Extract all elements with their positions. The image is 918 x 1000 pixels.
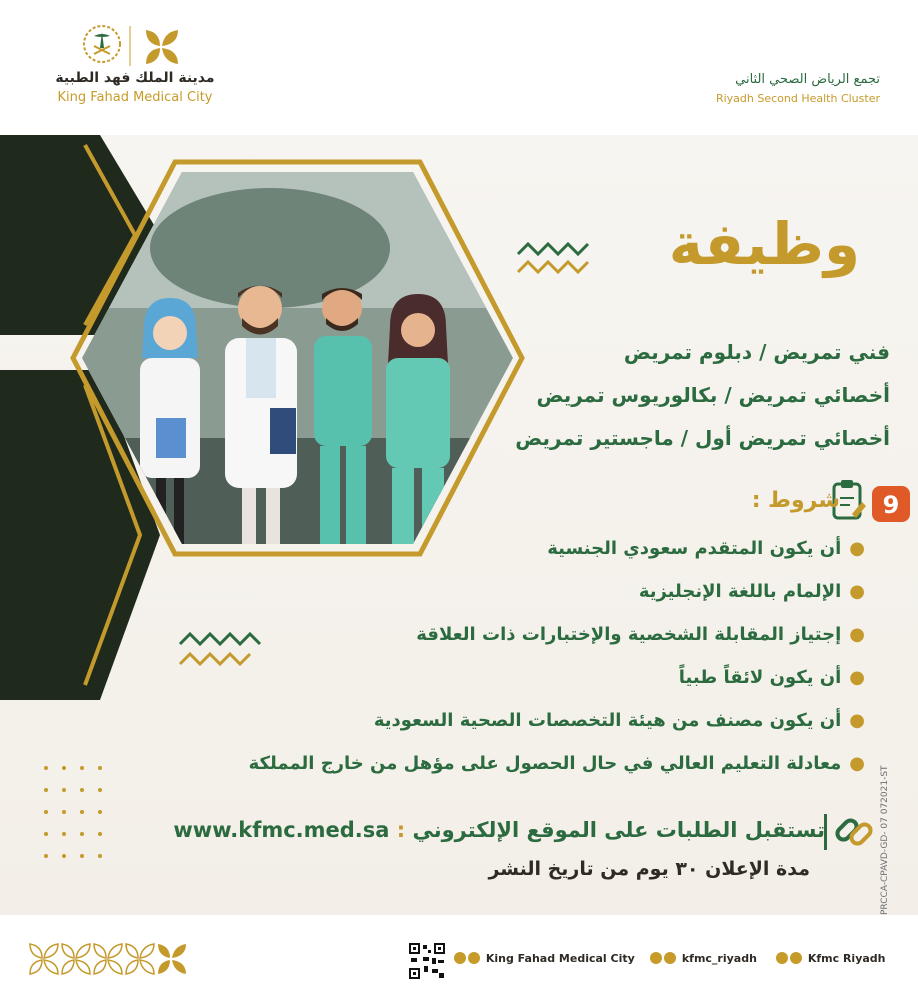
apply-colon: : xyxy=(396,818,406,842)
dots-decoration xyxy=(40,762,110,872)
nurses-illustration xyxy=(70,158,525,560)
kfmc-logo-icon xyxy=(80,22,190,72)
link-icon xyxy=(832,810,876,854)
twitter-icon xyxy=(650,952,662,964)
job-title-3: أخصائي تمريض أول / ماجستير تمريض xyxy=(515,426,890,450)
snapchat-icon xyxy=(664,952,676,964)
condition-item: ●أن يكون لائقاً طبياً xyxy=(678,667,865,688)
job-title-1: فني تمريض / دبلوم تمريض xyxy=(623,340,890,364)
job-title-heading: وظيفة xyxy=(668,210,860,278)
facebook-icon xyxy=(790,952,802,964)
instagram-icon xyxy=(468,952,480,964)
globe-icon xyxy=(454,952,466,964)
youtube-icon xyxy=(776,952,788,964)
channel-logo-icon xyxy=(872,486,910,522)
kfmc-name-arabic: مدينة الملك فهد الطبية xyxy=(55,70,215,86)
apply-text: تستقبل الطلبات على الموقع الإلكتروني xyxy=(412,818,825,842)
bullet-icon: ● xyxy=(849,538,865,559)
footer-twitter-link[interactable]: kfmc_riyadh xyxy=(650,952,757,965)
bullet-icon: ● xyxy=(849,581,865,602)
condition-item: ●إجتياز المقابلة الشخصية والإختبارات ذات العلاقة xyxy=(416,624,865,645)
cluster-name-english: Riyadh Second Health Cluster xyxy=(715,92,880,105)
apply-line xyxy=(170,818,825,842)
condition-item: ●أن يكون المتقدم سعودي الجنسية xyxy=(547,538,865,559)
qr-code-icon[interactable] xyxy=(408,942,446,980)
bullet-icon: ● xyxy=(849,667,865,688)
job-title-2: أخصائي تمريض / بكالوريوس تمريض xyxy=(536,383,890,407)
bullet-icon: ● xyxy=(849,624,865,645)
condition-item: ●معادلة التعليم العالي في حال الحصول على مؤهل من خارج المملكة xyxy=(248,753,865,774)
conditions-heading: شروط : xyxy=(751,488,840,513)
bullet-icon: ● xyxy=(849,753,865,774)
cluster-name-arabic: تجمع الرياض الصحي الثاني xyxy=(735,72,880,87)
kfmc-pattern-logo-icon xyxy=(28,938,193,980)
bullet-icon: ● xyxy=(849,710,865,731)
website-link[interactable]: www.kfmc.med.sa xyxy=(173,818,390,842)
svg-text:9: 9 xyxy=(882,491,900,519)
zigzag-decoration-top xyxy=(516,240,592,278)
reference-code: PRCCA-CPAVD-GD- 07 072021-ST xyxy=(880,765,890,915)
footer-kfmc-link[interactable]: King Fahad Medical City xyxy=(454,952,635,965)
kfmc-name-english: King Fahad Medical City xyxy=(57,90,213,105)
condition-item: ●أن يكون مصنف من هيئة التخصصات الصحية السعودية xyxy=(373,710,865,731)
footer-youtube-link[interactable]: Kfmc Riyadh xyxy=(776,952,886,965)
announcement-duration: مدة الإعلان ٣٠ يوم من تاريخ النشر xyxy=(488,858,810,880)
condition-item: ●الإلمام باللغة الإنجليزية xyxy=(638,581,865,602)
